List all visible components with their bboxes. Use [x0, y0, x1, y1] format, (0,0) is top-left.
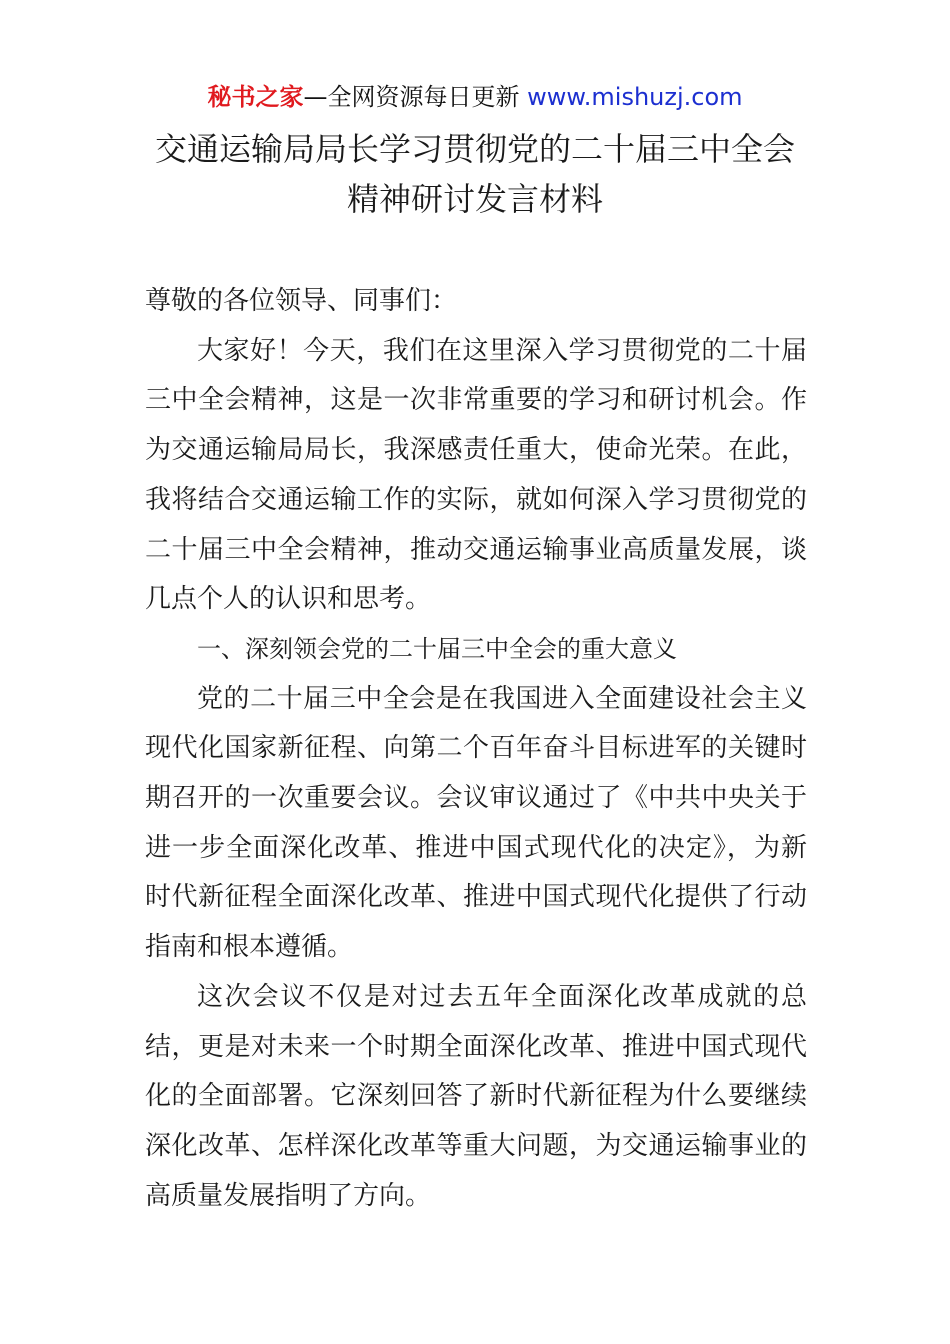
document-title: [0, 124, 950, 224]
brand-name: 秘书之家: [207, 83, 304, 111]
paragraph-intro: 大家好！今天，我们在这里深入学习贯彻党的二十届三中全会精神，这是一次非常重要的学习和研讨机会。作为交通运输局局长，我深感责任重大，使命光荣。在此，我将结合交通运输工作的实际，就如何深入学习贯彻党的二十届三中全会精神，推动交通运输事业高质量发展，谈几点个人的认识和思考。: [145, 335, 807, 615]
greeting: 尊敬的各位领导、同事们：: [145, 286, 458, 316]
header-banner: [0, 80, 950, 114]
paragraph-significance: 党的二十届三中全会是在我国进入全面建设社会主义现代化国家新征程、向第二个百年奋斗目标进军的关键时期召开的一次重要会议。会议审议通过了《中共中央关于进一步全面深化改革、推进中国式现代化的决定》，为新时代新征程全面深化改革、推进中国式现代化提供了行动指南和根本遵循。: [145, 683, 807, 963]
banner-tagline: —全网资源每日更新: [303, 83, 528, 111]
document-body: [145, 277, 807, 1221]
section-heading: 一、深刻领会党的二十届三中全会的重大意义: [197, 634, 677, 663]
title-line-1: 交通运输局局长学习贯彻党的二十届三中全会: [154, 130, 795, 168]
title-line-2: 精神研讨发言材料: [346, 180, 603, 218]
website-link[interactable]: www.mishuzj.com: [527, 83, 743, 111]
paragraph-summary: 这次会议不仅是对过去五年全面深化改革成就的总结，更是对未来一个时期全面深化改革、推进中国式现代化的全面部署。它深刻回答了新时代新征程为什么要继续深化改革、怎样深化改革等重大问题，为交通运输事业的高质量发展指明了方向。: [145, 981, 807, 1211]
